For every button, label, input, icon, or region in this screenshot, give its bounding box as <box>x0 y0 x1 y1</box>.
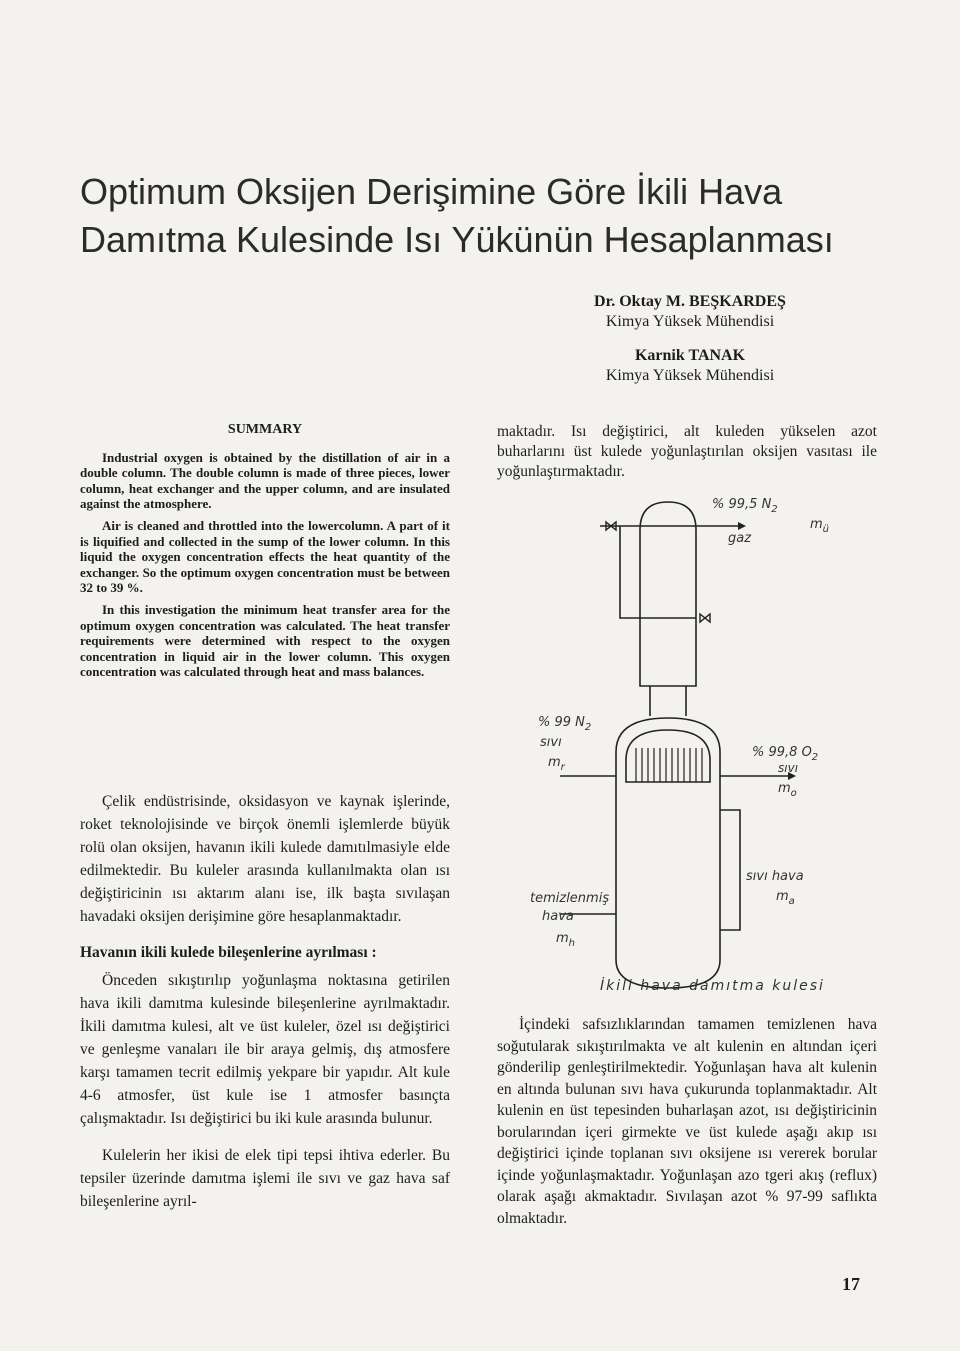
label-top-mass: $m_ü$ <box>810 517 830 535</box>
section-paragraph-2: Kulelerin her ikisi de elek tipi tepsi ihtiva ederler. Bu tepsiler üzerinde damıtma işlemi ile sıvı ve gaz hava saf bileşenlerine ayrıl- <box>80 1147 450 1210</box>
author-1-role: Kimya Yüksek Mühendisi <box>605 313 775 330</box>
summary-heading: SUMMARY <box>227 422 303 437</box>
label-right-sivi: sıvı <box>778 761 799 775</box>
author-2 <box>560 346 820 386</box>
label-right-mass: $m_o$ <box>778 781 797 799</box>
title-line-2: Damıtma Kulesinde Isı Yükünün Hesaplanması <box>80 219 834 260</box>
top-arrow-icon <box>738 522 746 530</box>
right-column-top <box>497 422 877 482</box>
reflux-line <box>620 526 696 618</box>
heat-exchanger-dome <box>626 730 710 782</box>
author-1 <box>560 292 820 332</box>
label-air-in-mass: $m_h$ <box>556 931 576 949</box>
label-right-o2: % 99,8 $O_2$ <box>752 745 819 763</box>
summary-paragraph-3: In this investigation the minimum heat transfer area for the optimum oxygen concentration was calculated. The heat transfer requirements were determined with respect to the oxygen concentration in liquid air in the lower column. This oxygen concentration was calculated through heat and mass balances. <box>80 601 450 680</box>
label-top-n2: % 99,5 $N_2$ <box>712 497 778 515</box>
page-title <box>80 168 900 264</box>
lower-column-shell <box>616 718 720 988</box>
label-left-sivi: sıvı <box>540 735 562 750</box>
page-number: 17 <box>842 1274 860 1294</box>
summary-paragraph-1: Industrial oxygen is obtained by the distillation of air in a double column. The double column is made of three pieces, lower column, heat exchanger and the upper column, and are insulated against the atmosphere. <box>80 449 450 512</box>
summary-abstract <box>80 422 450 686</box>
label-liquid-air-mass: $m_a$ <box>776 889 795 907</box>
right-column-bottom <box>497 1014 877 1229</box>
intro-paragraph: Çelik endüstrisinde, oksidasyon ve kaynak işlerinde, roket teknolojisinde ve birçok önemli işlemlerde büyük rolü olan oksijen, havanın ikili kulede damıtılmasiyle elde edilmektedir. Bu kuleler arasında kullanılmakta olan ısı değiştiricinin ısı aktarım alanı ise, ilk başta sıvılaşan havadaki oksijen derişimine göre hesaplanmaktadır. <box>80 793 450 925</box>
left-column-body <box>80 790 450 1227</box>
summary-paragraph-2: Air is cleaned and throttled into the lowercolumn. A part of it is liquified and collected in the sump of the lower column. In this liquid the oxygen concentration effects the heat quantity of the exchanger. So the optimum oxygen concentration must be between 32 to 39 %. <box>80 517 450 596</box>
section-heading: Havanın ikili kulede bileşenlerine ayrılması : <box>80 944 377 961</box>
column-diagram-svg <box>500 490 870 1010</box>
label-left-mass: $m_r$ <box>548 755 565 773</box>
figure-caption: İkili hava damıtma kulesi <box>600 978 825 994</box>
label-left-n2: % 99 $N_2$ <box>538 715 592 733</box>
liquid-air-line <box>720 810 740 930</box>
label-air-in-2: hava <box>542 909 574 924</box>
right-bottom-paragraph: İçindeki safsızlıklarından tamamen temizlenen hava soğutularak sıkıştırılmakta ve alt kulenin en altından içeri gönderilip genleştirilmektedir. Yoğunlaşan hava alt kulenin en altında bulunan sıvı hava çukurunda toplanmaktadır. Alt kulenin en üst tepesinden buharlaşan azot, ısı değiştiricinin borularından içeri girmekte ve üst kulede aşağı akıp ısı değiştirici içinde toplanan sıvı oksijene ısı vererek borular içinde yoğunlaşmaktadır. Yoğunlaşan azo tgeri akış (reflux) olarak aşağı akmaktadır. Sıvılaşan azot % 97-99 saflıkta olmaktadır. <box>497 1016 877 1227</box>
author-2-role: Kimya Yüksek Mühendisi <box>605 367 775 384</box>
author-1-name: Dr. Oktay M. BEŞKARDEŞ <box>594 293 786 310</box>
reflux-valve-icon <box>700 614 710 622</box>
authors <box>560 292 820 400</box>
title-line-1: Optimum Oksijen Derişimine Göre İkili Hava <box>80 171 783 212</box>
upper-column-shell <box>640 502 696 686</box>
author-2-name: Karnik TANAK <box>634 347 746 364</box>
label-air-in-1: temizlenmiş <box>530 891 610 906</box>
label-liquid-air: sıvı hava <box>746 869 804 884</box>
section-paragraph-1: Önceden sıkıştırılıp yoğunlaşma noktasına getirilen hava ikili damıtma kulesinde bileşenlerine ayrılmaktadır. İkili damıtma kulesi, alt ve üst kuleler, özel ısı değiştirici ve genleşme vanaları ile bir araya gelmiş, dış atmosfere karşı tamamen tecrit edilmiş yekpare bir yapıdır. Alt kule 4-6 atmosfer, üst kule ise 1 atmosfer basınçta çalışmaktadır. Isı değiştirici bu iki kule arasında bulunur. <box>80 972 450 1127</box>
label-top-gaz: gaz <box>728 531 752 546</box>
right-top-paragraph: maktadır. Isı değiştirici, alt kuleden yükselen azot buharlarını üst kulede yoğunlaştırılan oksijen vasıtası ile yoğunlaştırmaktadır. <box>497 423 877 480</box>
column-diagram <box>500 490 870 1010</box>
heat-exchanger-tubes <box>636 748 702 782</box>
